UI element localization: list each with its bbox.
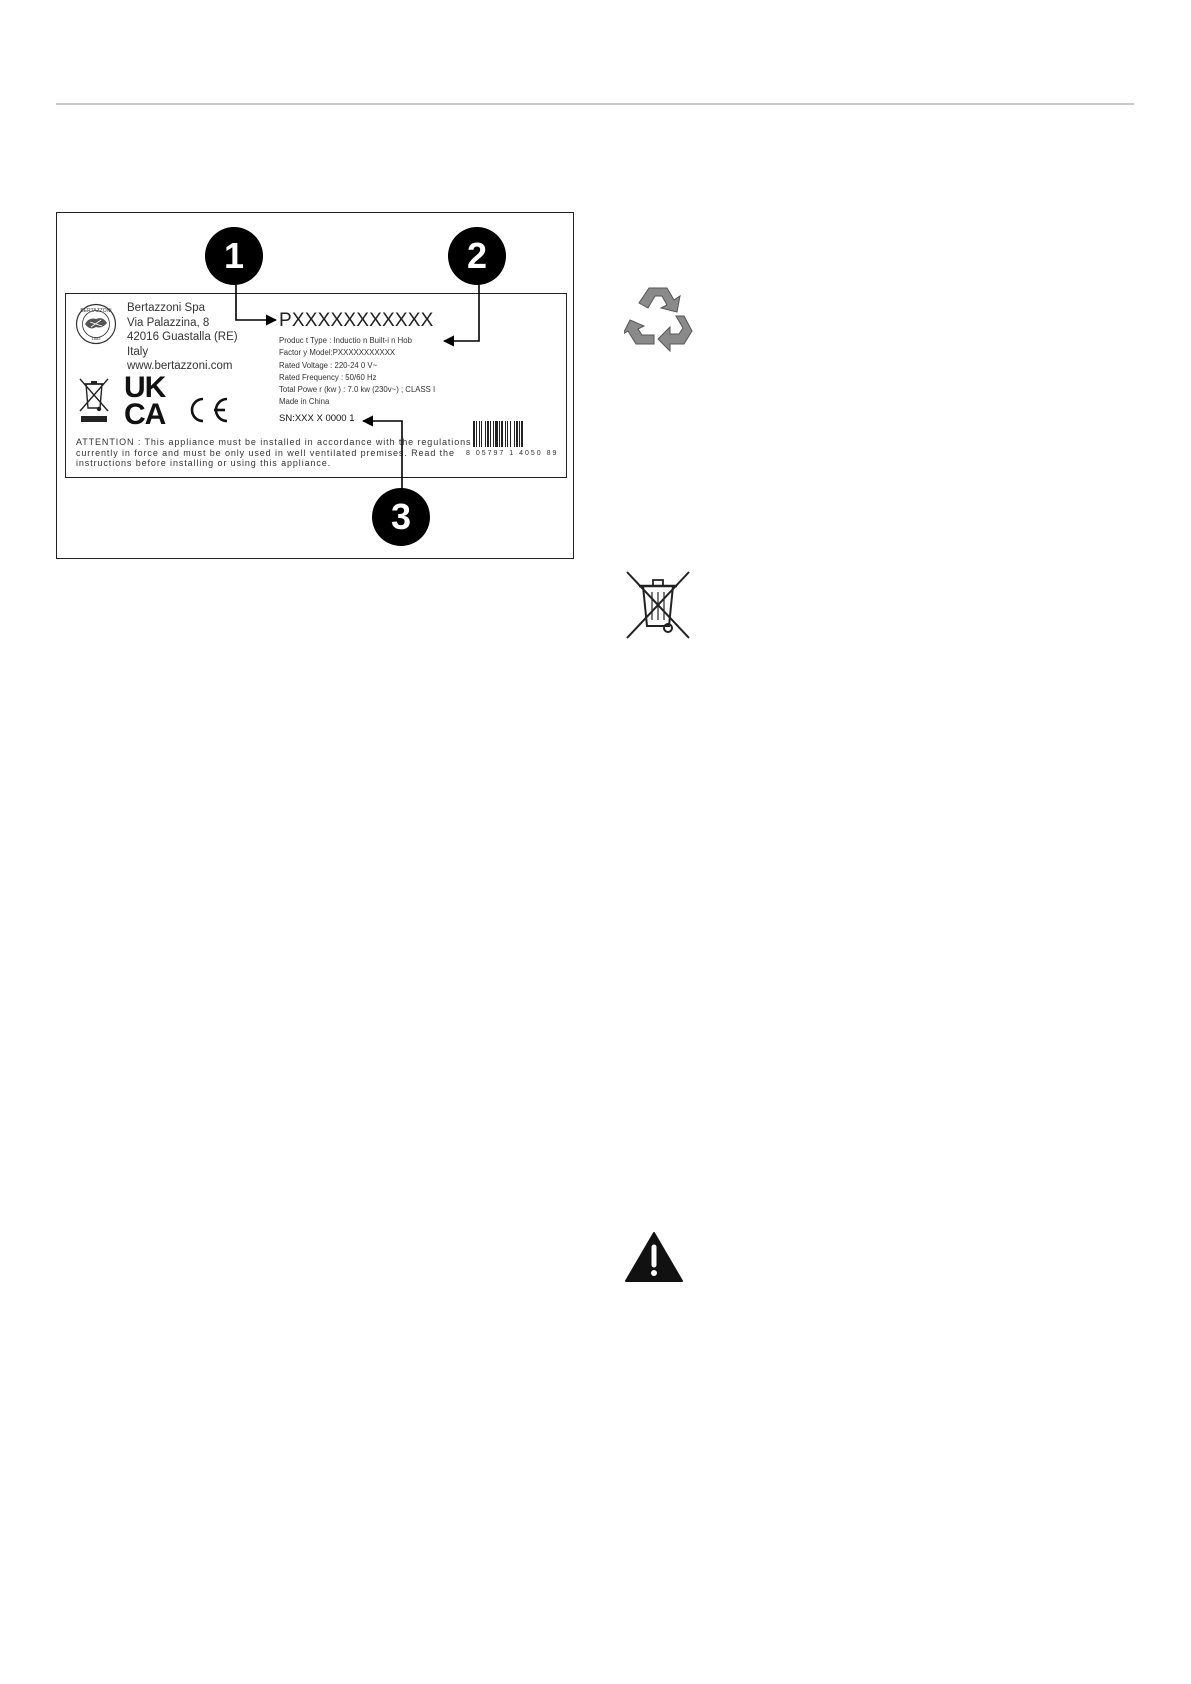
barcode-number: 8 05797 1 4050 89 bbox=[466, 450, 559, 457]
spec-product-type: Produc t Type : Inductio n Built-i n Hob bbox=[279, 336, 412, 345]
warning-icon bbox=[624, 1231, 684, 1283]
barcode-icon bbox=[472, 421, 548, 447]
company-country: Italy bbox=[127, 345, 149, 358]
company-name: Bertazzoni Spa bbox=[127, 302, 205, 314]
model-number: PXXXXXXXXXXX bbox=[279, 310, 434, 331]
serial-number: SN:XXX X 0000 1 bbox=[279, 413, 355, 424]
spec-rated-frequency: Rated Frequency : 50/60 Hz bbox=[279, 372, 377, 382]
company-city: 42016 Guastalla (RE) bbox=[127, 331, 238, 343]
ukca-mark-top: UK bbox=[124, 371, 166, 404]
spec-factory-model: Factor y Model:PXXXXXXXXXXX bbox=[279, 348, 396, 358]
svg-text:1882: 1882 bbox=[91, 336, 101, 341]
svg-text:BERTAZZONI: BERTAZZONI bbox=[80, 308, 112, 314]
callout-3: 3 bbox=[372, 488, 430, 546]
ce-mark-icon bbox=[183, 396, 231, 424]
company-website: www.bertazzoni.com bbox=[127, 360, 233, 372]
weee-bin-icon bbox=[623, 570, 693, 640]
callout-2: 2 bbox=[448, 227, 506, 285]
bertazzoni-logo-icon bbox=[75, 303, 117, 345]
attention-notice: ATTENTION : This appliance must be installed in accordance with the regulations currently in force and must be only used in well ventilated premises. Read the instructions before installing or using this appliance. bbox=[76, 437, 472, 468]
spec-total-power: Total Powe r (kw ) : 7.0 kw (230v~) ; CLASS I bbox=[279, 385, 436, 395]
header-rule bbox=[56, 103, 1134, 105]
spec-made-in: Made in China bbox=[279, 397, 330, 407]
spec-rated-voltage: Rated Voltage : 220-24 0 V~ bbox=[279, 360, 378, 370]
callout-1: 1 bbox=[205, 227, 263, 285]
ukca-mark-bottom: CA bbox=[124, 398, 166, 431]
recycle-icon bbox=[624, 282, 696, 354]
company-street: Via Palazzina, 8 bbox=[127, 316, 210, 329]
plate-weee-icon bbox=[77, 376, 111, 424]
